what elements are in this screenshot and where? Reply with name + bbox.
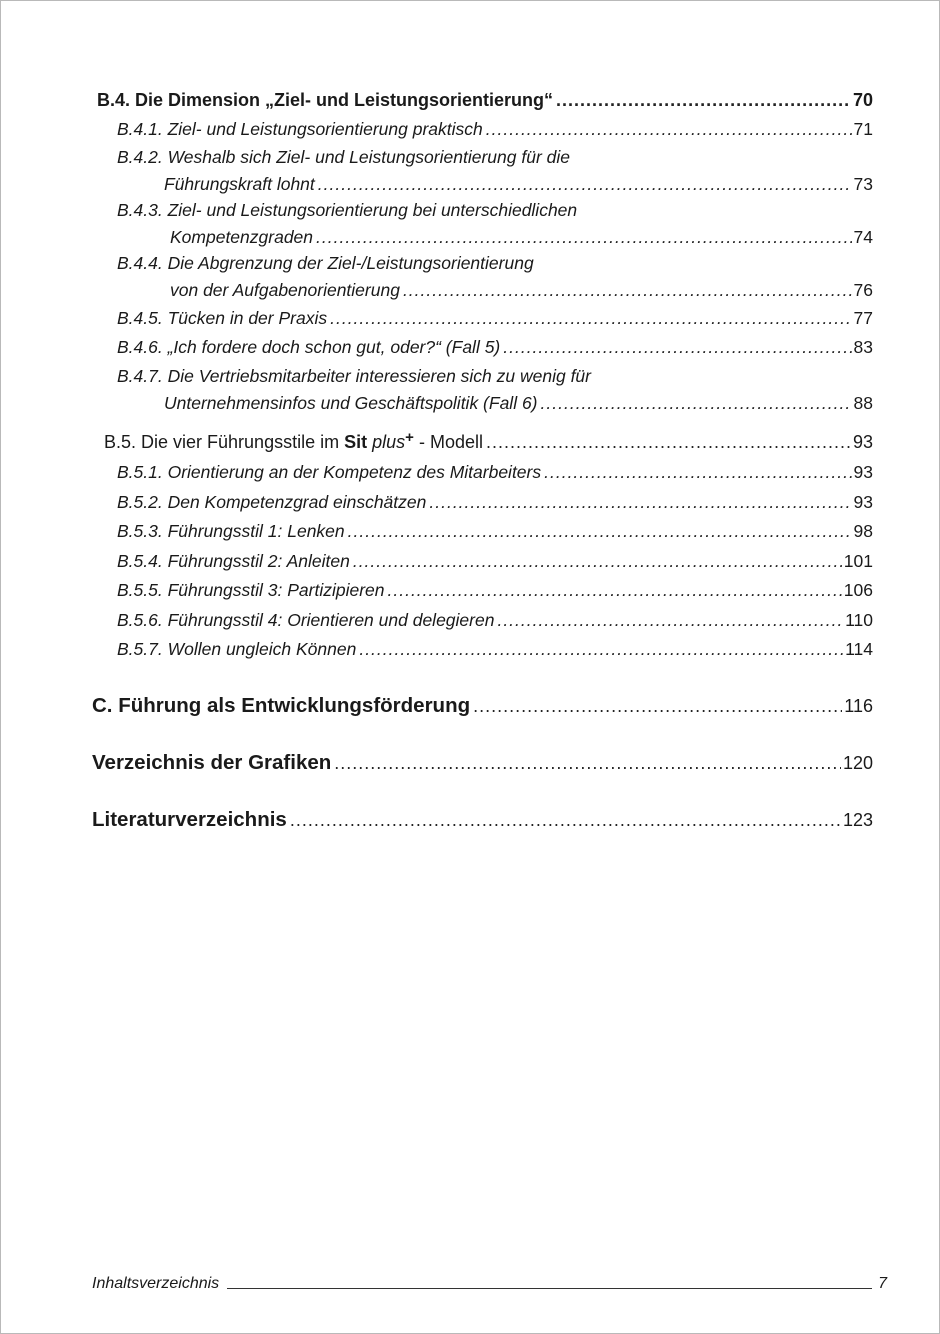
toc-page-number: 74 xyxy=(853,227,873,247)
toc-page-number: 93 xyxy=(853,492,873,512)
toc-leader xyxy=(403,280,852,301)
toc-label xyxy=(104,429,483,453)
toc-page-number: 120 xyxy=(842,753,873,773)
toc-entry-b4[interactable] xyxy=(1,87,939,115)
toc-label-prefix: B.5. Die vier Führungsstile im xyxy=(104,432,340,452)
toc-entry-b5-2[interactable] xyxy=(1,489,939,517)
toc-entry-b4-7[interactable] xyxy=(1,364,939,418)
brand-sit: Sit xyxy=(344,432,368,452)
toc-entry-b5-1[interactable] xyxy=(1,459,939,487)
toc-entry-b5-3[interactable] xyxy=(1,518,939,546)
toc-label: B.4.1. Ziel- und Leistungsorientierung praktisch xyxy=(117,119,483,139)
toc-leader xyxy=(290,810,841,831)
toc-page-number: 71 xyxy=(853,119,873,139)
toc-label: B.5.1. Orientierung an der Kompetenz des Mitarbeiters xyxy=(117,462,542,482)
toc-label: B.5.7. Wollen ungleich Können xyxy=(117,639,357,659)
toc-leader xyxy=(334,753,841,774)
toc-entry-c[interactable] xyxy=(1,690,939,722)
toc-page-number: 77 xyxy=(853,308,873,328)
toc-leader xyxy=(556,90,851,111)
toc-entry-b5-5[interactable] xyxy=(1,577,939,605)
toc-entry-b4-1[interactable] xyxy=(1,116,939,144)
toc-leader xyxy=(473,696,842,717)
toc-page-number: 70 xyxy=(852,90,873,110)
toc-leader xyxy=(497,610,843,631)
toc-entry-b4-4[interactable] xyxy=(1,251,939,305)
brand-plus-sign: + xyxy=(405,429,414,446)
toc-page-number: 101 xyxy=(843,551,873,571)
toc-page-number: 76 xyxy=(853,280,873,300)
toc-label-line1: B.4.7. Die Vertriebsmitarbeiter interessieren sich zu wenig für xyxy=(117,366,591,386)
toc-label: C. Führung als Entwicklungsförderung xyxy=(92,694,471,717)
toc-leader xyxy=(544,462,851,483)
toc-entry-b4-2[interactable] xyxy=(1,145,939,199)
toc-label-line1: B.4.4. Die Abgrenzung der Ziel-/Leistungsorientierung xyxy=(117,253,534,273)
toc-label-line1: B.4.3. Ziel- und Leistungsorientierung bei unterschiedlichen xyxy=(117,200,578,220)
toc-page-number: 116 xyxy=(844,696,873,716)
toc-entry-b4-3[interactable] xyxy=(1,198,939,252)
footer-page-number: 7 xyxy=(878,1275,887,1292)
toc-leader xyxy=(486,432,851,453)
toc-page-number: 93 xyxy=(853,462,873,482)
toc-label: B.4. Die Dimension „Ziel- und Leistungsorientierung“ xyxy=(97,90,554,110)
toc-page-number: 98 xyxy=(853,521,873,541)
footer-rule xyxy=(227,1288,872,1289)
toc-leader xyxy=(348,521,852,542)
toc-label-line1: B.4.2. Weshalb sich Ziel- und Leistungsorientierung für die xyxy=(117,147,570,167)
page-footer xyxy=(92,1269,887,1293)
toc-label: Literaturverzeichnis xyxy=(92,808,287,831)
toc-label: B.4.5. Tücken in der Praxis xyxy=(117,308,328,328)
toc-label: B.5.3. Führungsstil 1: Lenken xyxy=(117,521,345,541)
toc-page-number: 106 xyxy=(843,580,873,600)
toc-leader xyxy=(503,337,851,358)
toc-leader xyxy=(541,393,852,414)
toc-label: B.5.4. Führungsstil 2: Anleiten xyxy=(117,551,350,571)
toc-label: B.5.6. Führungsstil 4: Orientieren und delegieren xyxy=(117,610,495,630)
toc-page-number: 114 xyxy=(845,639,873,659)
toc-page-number: 123 xyxy=(842,810,873,830)
toc-leader xyxy=(388,580,842,601)
toc-leader xyxy=(486,119,852,140)
toc-label: Verzeichnis der Grafiken xyxy=(92,751,332,774)
toc-leader xyxy=(318,174,852,195)
toc-leader xyxy=(429,492,851,513)
toc-leader xyxy=(330,308,851,329)
toc-entry-literatur[interactable] xyxy=(1,804,939,836)
brand-plus: plus xyxy=(372,432,406,452)
toc-page-number: 83 xyxy=(853,337,873,357)
toc-label-line2: Führungskraft lohnt xyxy=(164,174,315,194)
toc-label-suffix: - Modell xyxy=(418,432,483,452)
toc-entry-b4-6[interactable] xyxy=(1,334,939,362)
toc-entry-b5[interactable] xyxy=(1,429,939,457)
toc-page-number: 73 xyxy=(853,174,873,194)
toc-entry-b5-7[interactable] xyxy=(1,636,939,664)
toc-page-number: 88 xyxy=(853,393,873,413)
toc-label-line2: von der Aufgabenorientierung xyxy=(170,280,400,300)
toc-label: B.5.5. Führungsstil 3: Partizipieren xyxy=(117,580,385,600)
footer-section-title: Inhaltsverzeichnis xyxy=(92,1275,220,1292)
toc-page-number: 110 xyxy=(845,610,873,630)
toc-page-number: 93 xyxy=(852,432,873,452)
toc-entry-b4-5[interactable] xyxy=(1,305,939,333)
toc-label: B.5.2. Den Kompetenzgrad einschätzen xyxy=(117,492,427,512)
toc-entry-b5-6[interactable] xyxy=(1,607,939,635)
toc-entry-b5-4[interactable] xyxy=(1,548,939,576)
toc-leader xyxy=(353,551,842,572)
toc-entry-grafiken[interactable] xyxy=(1,747,939,779)
toc-label-line2: Unternehmensinfos und Geschäftspolitik (Fall 6) xyxy=(164,393,538,413)
toc-leader xyxy=(359,639,843,660)
toc-label-line2: Kompetenzgraden xyxy=(170,227,314,247)
toc-label: B.4.6. „Ich fordere doch schon gut, oder?“ (Fall 5) xyxy=(117,337,501,357)
toc-leader xyxy=(316,227,852,248)
